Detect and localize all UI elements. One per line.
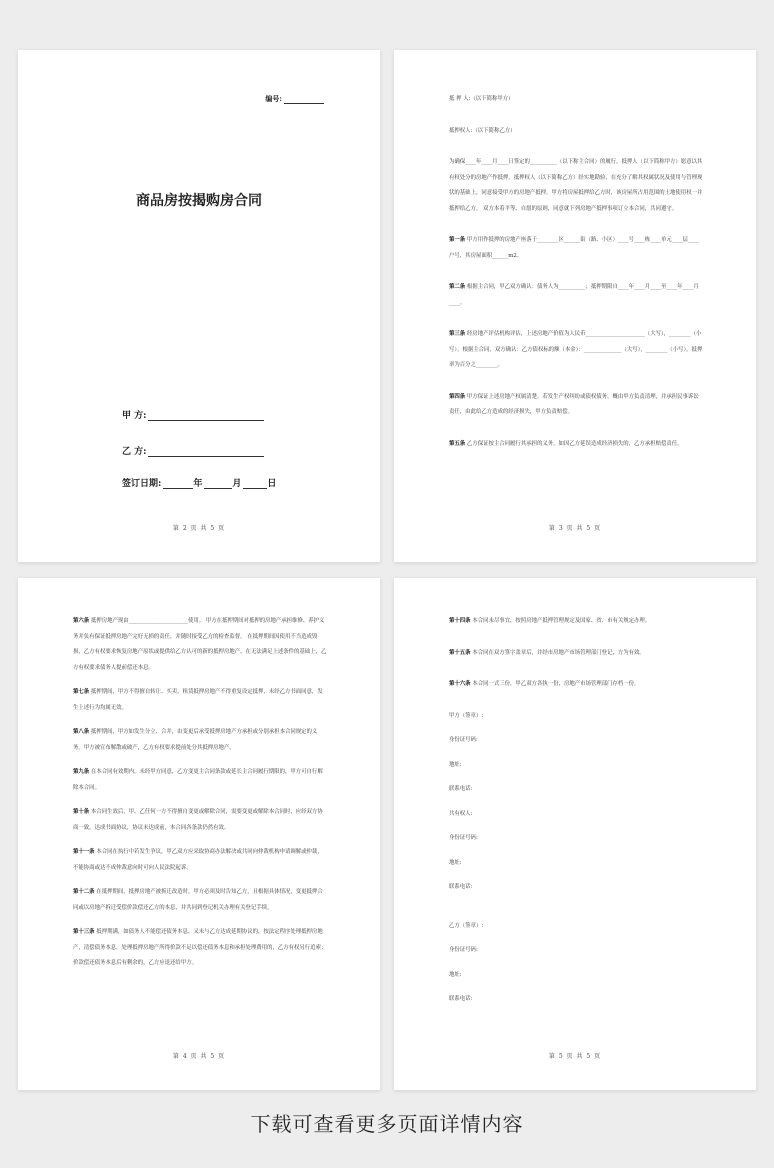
article-text: 在本合同有效期内，未经甲方同意，乙方变更主合同条款或延长主合同履行期限的，甲方可自行解除本合同。 — [73, 769, 323, 791]
article-text: 甲方用作抵押的房地产座落于________区______街（路、小区）____号____栋____单元____层____户号，其房屋面积______m2。 — [449, 237, 699, 259]
signature-line: 联系电话: — [449, 884, 473, 890]
article-text: 抵押房地产现由______________________使用。 甲方在抵押期间对抵押的房地产承担维修、养护义务并负有保证抵押房地产完好无损的责任，并随时接受乙方的检查监督。 在抵押期间因使用不当造成毁损，乙方有权要求恢复房地产原状或提供给乙方认可的新的抵押房地产，在无法满足上述条件的基础上，乙方有权要求债务人提前偿还本息。 — [73, 618, 327, 671]
article-head: 第二条 — [449, 284, 466, 290]
party-a-blank — [148, 411, 264, 421]
signature-line: 身份证号码: — [449, 737, 478, 743]
article-text: 在抵押期间，抵押房地产被拆迁改造时，甲方必须及时告知乙方，且根据具体情况，变更抵押合同或以房地产拆迁受偿价款偿还乙方的本息，并共同到登记机关办理有关登记手续。 — [73, 889, 323, 911]
sign-day-label: 日 — [267, 479, 277, 489]
mortgagor-line: 抵 押 人:（以下简称甲方） — [449, 96, 514, 102]
signature-line: 地址: — [449, 971, 462, 978]
article-head: 第一条 — [449, 237, 466, 243]
article-16 — [449, 677, 704, 693]
article-text: 甲方保证上述房地产权属清楚。若发生产权纠纷或债权债务，概由甲方负责清理，并承担民事诉讼责任，由此给乙方造成的经济损失，甲方负责赔偿。 — [449, 393, 699, 415]
article-head: 第十二条 — [73, 889, 95, 895]
signature-line: 联系电话: — [449, 786, 473, 792]
sign-month-blank — [204, 479, 232, 489]
party-b-blank — [148, 447, 264, 457]
party-a-label: 甲 方: — [122, 411, 147, 421]
sign-month-label: 月 — [232, 479, 242, 489]
page-footer: 第 3 页 共 5 页 — [548, 525, 602, 532]
sign-year-blank — [163, 479, 193, 489]
article-4 — [449, 390, 704, 421]
page-title: 商品房按揭购房合同 — [136, 193, 262, 209]
article-1 — [449, 233, 704, 264]
article-text: 本合同一式三份，甲乙双方各执一份，房地产市场管理部门存档一份。 — [472, 681, 640, 687]
article-text: 抵押期间，甲方如发生分立、合并，由变更后承受抵押房地产方承担或分别承担本合同规定的义务。甲方被宣布解散或破产，乙方有权要求提前处分其抵押房地产。 — [73, 729, 318, 751]
document-page-2 — [394, 50, 756, 562]
article-9 — [73, 765, 328, 796]
signature-line: 身份证号码: — [449, 835, 478, 841]
article-head: 第十一条 — [73, 849, 95, 855]
article-14 — [449, 614, 704, 630]
document-page-4 — [394, 578, 756, 1090]
mortgagee-line: 抵押权人:（以下简称乙方） — [449, 127, 516, 134]
sign-date-label: 签订日期: — [122, 479, 162, 489]
sign-day-blank — [243, 479, 267, 489]
article-text: 乙方保证按主合同履行其承担的义务，如因乙方延误造成经济损失的，乙方承担赔偿责任。 — [466, 440, 683, 447]
article-text: 本合同未尽事宜，按照房地产抵押管理规定及国家、省、市有关规定办理。 — [472, 618, 651, 624]
page-content — [73, 614, 328, 981]
contract-number-blank — [284, 97, 324, 104]
article-head: 第四条 — [449, 393, 466, 400]
article-5 — [449, 437, 704, 453]
article-head: 第十条 — [73, 809, 90, 815]
article-3 — [449, 327, 704, 374]
article-head: 第十五条 — [449, 649, 471, 656]
signature-line: 地址: — [449, 761, 462, 768]
party-a-field — [122, 408, 264, 421]
article-head: 第十三条 — [73, 929, 95, 935]
signature-line: 身份证号码: — [449, 947, 478, 953]
contract-number-label: 编号: — [265, 94, 282, 103]
sign-year-label: 年 — [193, 479, 203, 489]
signature-line: 甲方（签章）: — [449, 712, 484, 719]
document-page-3 — [18, 578, 380, 1090]
article-head: 第十四条 — [449, 618, 471, 624]
article-text: 本合同在执行中若发生争议，甲乙双方应采取协商办法解决或共同向仲裁机构申请调解或仲裁，不能协商或达不成仲裁意向时可向人民法院起诉。 — [73, 849, 323, 871]
signature-line: 联系电话: — [449, 996, 473, 1002]
article-8 — [73, 725, 328, 756]
article-head: 第八条 — [73, 729, 90, 735]
article-head: 第九条 — [73, 769, 90, 775]
article-15 — [449, 646, 704, 662]
party-b-signature-block — [449, 919, 704, 1008]
signature-line: 地址: — [449, 859, 462, 866]
signature-line: 乙方（签章）: — [449, 922, 484, 929]
download-caption[interactable]: 下载可查看更多页面详情内容 — [250, 1112, 524, 1136]
article-text: 经房地产评估机构评估，上述房地产价值为人民币______________________（大写），________（小写）。根据主合同，双方确认：乙方债权标的额（本金）：______________（大写），________（小写），抵押率为百分之________。 — [449, 331, 703, 368]
party-b-field — [122, 444, 264, 457]
article-text: 本合同在双方签字盖章后，并经市房地产市场管理部门登记，方为有效。 — [472, 649, 645, 656]
article-12 — [73, 885, 328, 916]
article-head: 第三条 — [449, 331, 466, 337]
article-text: 本合同生效后，甲、乙任何一方不得擅自变更或解除合同，需要变更或解除本合同时，应经双方协商一致，达成书面协议，协议未达成前，本合同各条款仍然有效。 — [73, 809, 323, 831]
page-content — [449, 92, 704, 461]
signature-line: 共有权人: — [449, 810, 473, 817]
article-head: 第五条 — [449, 440, 466, 447]
article-head: 第十六条 — [449, 681, 471, 687]
page-footer: 第 4 页 共 5 页 — [172, 1053, 226, 1060]
article-6 — [73, 614, 328, 676]
sign-date-field — [122, 476, 276, 489]
document-page-cover — [18, 50, 380, 562]
preamble-paragraph: 为确保____年____月____日签定的__________（以下称主合同）的履行，抵押人（以下简称甲方）愿意以其有权处分的房地产作抵押。抵押权人（以下简称乙方）经实地勘验，在充分了解其权属状况及使用与管理现状的基础上，同意接受甲方的房地产抵押。甲方将房屋抵押给乙方时，该房屋所占用范围的土地使用权一并抵押给乙方。 双方本着平等、自愿的原则，同意就下列房地产抵押事项订立本合同，共同遵守。 — [449, 159, 703, 212]
article-2 — [449, 280, 704, 311]
page-content — [449, 614, 704, 1017]
article-head: 第七条 — [73, 689, 90, 695]
page-footer: 第 2 页 共 5 页 — [172, 525, 226, 532]
article-head: 第六条 — [73, 618, 90, 624]
party-b-label: 乙 方: — [122, 447, 147, 457]
article-11 — [73, 845, 328, 876]
party-a-signature-block — [449, 709, 704, 896]
page-footer: 第 5 页 共 5 页 — [548, 1053, 602, 1060]
article-text: 根据主合同，甲乙双方确认：债务人为__________；抵押期限自____年____月____至____年____月____。 — [449, 284, 699, 306]
contract-number — [265, 94, 324, 104]
article-13 — [73, 925, 328, 972]
article-text: 抵押期间，甲方不得擅自转让、买卖、租赁抵押房地产不得重复设定抵押，未经乙方书面同意，发生上述行为均属无效。 — [73, 689, 323, 711]
article-10 — [73, 805, 328, 836]
article-7 — [73, 685, 328, 716]
article-text: 抵押期满，如债务人不能偿还债务本息，又未与乙方达成延期协议的，按法定程序处理抵押房地产，清偿债务本息。处理抵押房地产所得价款不足以偿还债务本息和承担处理费用的，乙方有权另行追索；价款偿还债务本息后有剩余的，乙方应退还给甲方。 — [73, 929, 327, 966]
